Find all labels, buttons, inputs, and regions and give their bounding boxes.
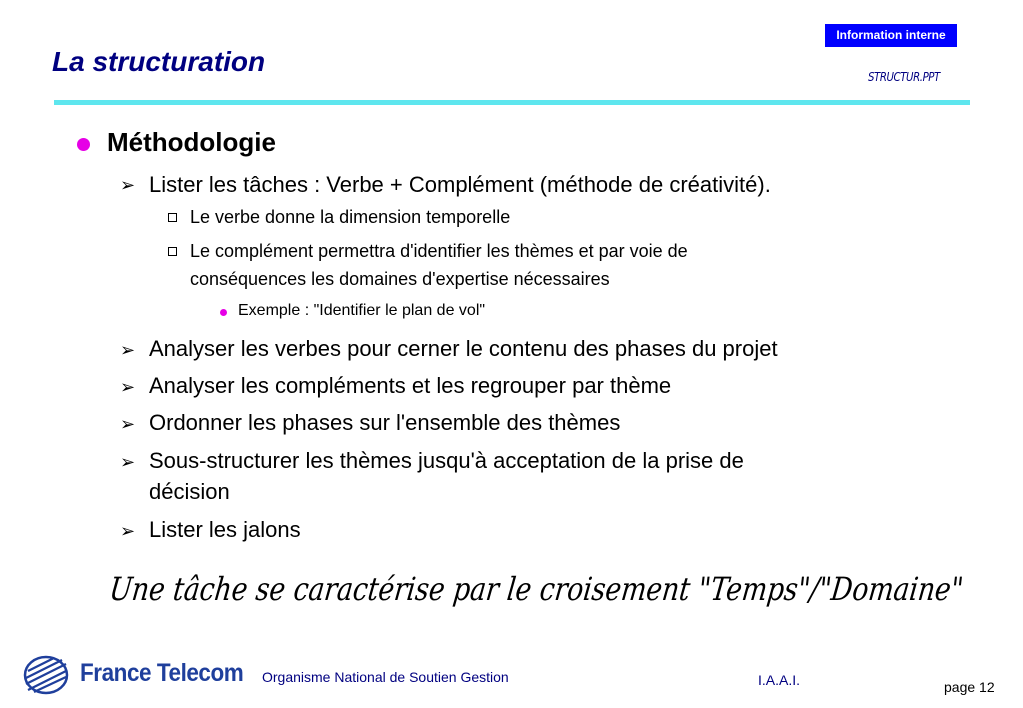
footer-organisation: Organisme National de Soutien Gestion [262, 669, 509, 685]
brand-logo-text: France Telecom [80, 659, 244, 687]
arrow-bullet-icon: ➢ [120, 377, 136, 397]
page-number: page 12 [944, 679, 995, 695]
square-bullet-icon [168, 213, 177, 222]
bullet-dot-icon [77, 138, 90, 151]
title-divider [54, 100, 970, 105]
list-subitem: Le complément permettra d'identifier les thèmes et par voie de [190, 241, 688, 261]
list-subitem: Le verbe donne la dimension temporelle [190, 207, 511, 227]
footer-unit: I.A.A.I. [758, 672, 801, 688]
conclusion-text: Une tâche se caractérise par le croisement "Temps"/"Domaine" [107, 570, 966, 608]
square-bullet-icon [168, 247, 177, 256]
list-item: Analyser les compléments et les regrouper par thème [149, 373, 672, 398]
arrow-bullet-icon: ➢ [120, 175, 136, 195]
list-item: Analyser les verbes pour cerner le contenu des phases du projet [149, 336, 778, 361]
section-heading: Méthodologie [107, 127, 276, 157]
arrow-bullet-icon: ➢ [120, 414, 136, 434]
list-item-continuation: décision [149, 479, 230, 504]
france-telecom-logo-icon [22, 654, 70, 696]
list-item: Lister les jalons [149, 517, 301, 542]
list-item: Lister les tâches : Verbe + Complément (méthode de créativité). [149, 172, 771, 197]
arrow-bullet-icon: ➢ [120, 521, 136, 541]
file-name: STRUCTUR.PPT [868, 70, 940, 84]
small-dot-icon [220, 309, 227, 316]
example-item: Exemple : "Identifier le plan de vol" [238, 302, 486, 319]
list-item: Ordonner les phases sur l'ensemble des thèmes [149, 410, 621, 435]
arrow-bullet-icon: ➢ [120, 340, 136, 360]
arrow-bullet-icon: ➢ [120, 452, 136, 472]
slide-title: La structuration [52, 46, 266, 77]
list-item: Sous-structurer les thèmes jusqu'à acceptation de la prise de [149, 448, 744, 473]
list-subitem-continuation: conséquences les domaines d'expertise nécessaires [190, 269, 610, 289]
classification-badge: Information interne [825, 24, 957, 47]
